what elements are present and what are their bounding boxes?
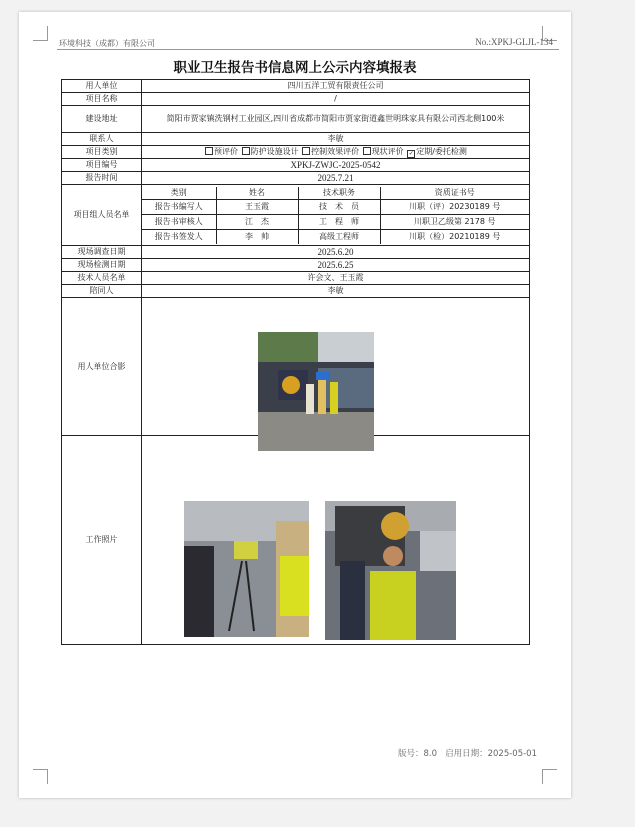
project-no-value: XPKJ-ZWJC-2025-0542 — [142, 159, 530, 172]
crop-mark — [33, 769, 48, 784]
team-title: 工 程 师 — [298, 214, 380, 229]
team-title: 技 术 员 — [298, 199, 380, 214]
checkbox-icon[interactable] — [242, 147, 250, 155]
work-photo-image — [325, 501, 456, 640]
header-company: 环境科技（成都）有限公司 — [59, 39, 155, 48]
team-header: 资质证书号 — [380, 187, 529, 200]
team-cert: 川职（评）20230189 号 — [380, 199, 529, 214]
category-option: 预评价 — [214, 147, 239, 156]
footer-version: 版号：8.0 — [397, 749, 437, 759]
team-name: 王玉霞 — [216, 199, 298, 214]
employer-value: 四川五洋工贸有限责任公司 — [142, 80, 530, 93]
category-option: 定期/委托检测 — [416, 147, 467, 156]
work-photo-image — [184, 501, 309, 637]
escort-label: 陪同人 — [62, 285, 142, 298]
team-role: 报告书签发人 — [142, 229, 216, 244]
project-no-label: 项目编号 — [62, 159, 142, 172]
contact-label: 联系人 — [62, 133, 142, 146]
address-label: 建设地址 — [62, 106, 142, 133]
team-cert: 川职（检）20210189 号 — [380, 229, 529, 244]
category-option: 防护设施设计 — [250, 147, 299, 156]
category-option: 现状评价 — [371, 147, 404, 156]
group-photo-label: 用人单位合影 — [62, 298, 142, 436]
footer-enable-date: 启用日期：2025-05-01 — [445, 749, 537, 759]
page-title: 职业卫生报告书信息网上公示内容填报表 — [173, 60, 417, 76]
document-page — [19, 12, 571, 798]
team-cert: 川职卫乙级第 2178 号 — [380, 214, 529, 229]
team-name: 江 杰 — [216, 214, 298, 229]
team-cell — [142, 185, 530, 246]
survey-date-value: 2025.6.20 — [142, 246, 530, 259]
report-time-value: 2025.7.21 — [142, 172, 530, 185]
header-doc-no: No.:XPKJ-GLJL-134 — [475, 37, 553, 47]
team-header: 姓名 — [216, 187, 298, 200]
team-role: 报告书编写人 — [142, 199, 216, 214]
checkbox-icon[interactable] — [205, 147, 213, 155]
checked-checkbox-icon[interactable]: ✓ — [408, 150, 414, 157]
project-value: / — [142, 93, 530, 106]
group-photo-image — [258, 332, 374, 451]
work-photo — [325, 501, 456, 640]
detect-date-label: 现场检测日期 — [62, 259, 142, 272]
tech-staff-label: 技术人员名单 — [62, 272, 142, 285]
category-option: 控制效果评价 — [311, 147, 360, 156]
crop-mark — [33, 26, 48, 41]
table-row — [142, 214, 529, 229]
checkbox-icon[interactable] — [363, 147, 371, 155]
team-title: 高级工程师 — [298, 229, 380, 244]
category-label: 项目类别 — [62, 146, 142, 159]
team-header: 技术职务 — [298, 187, 380, 200]
work-photo — [184, 501, 309, 637]
team-label: 项目组人员名单 — [62, 185, 142, 246]
address-value: 简阳市贾家镇洗钢村工业园区,四川省成都市简阳市贾家街道鑫世明珠家具有限公司西北侧100米 — [142, 106, 530, 133]
survey-date-label: 现场调查日期 — [62, 246, 142, 259]
detect-date-value: 2025.6.25 — [142, 259, 530, 272]
category-options — [142, 146, 530, 159]
team-table — [142, 187, 529, 244]
team-name: 李 帅 — [216, 229, 298, 244]
contact-value: 李敏 — [142, 133, 530, 146]
team-header: 类别 — [142, 187, 216, 200]
checkbox-icon[interactable] — [302, 147, 310, 155]
team-role: 报告书审核人 — [142, 214, 216, 229]
footer — [398, 747, 537, 759]
project-label: 项目名称 — [62, 93, 142, 106]
group-photo — [258, 332, 374, 451]
report-time-label: 报告时间 — [62, 172, 142, 185]
escort-value: 李敏 — [142, 285, 530, 298]
employer-label: 用人单位 — [62, 80, 142, 93]
work-photo-label: 工作照片 — [62, 436, 142, 645]
table-row — [142, 229, 529, 244]
tech-staff-value: 许会文、王玉霞 — [142, 272, 530, 285]
table-row — [142, 199, 529, 214]
header-rule — [57, 49, 559, 50]
crop-mark — [542, 769, 557, 784]
